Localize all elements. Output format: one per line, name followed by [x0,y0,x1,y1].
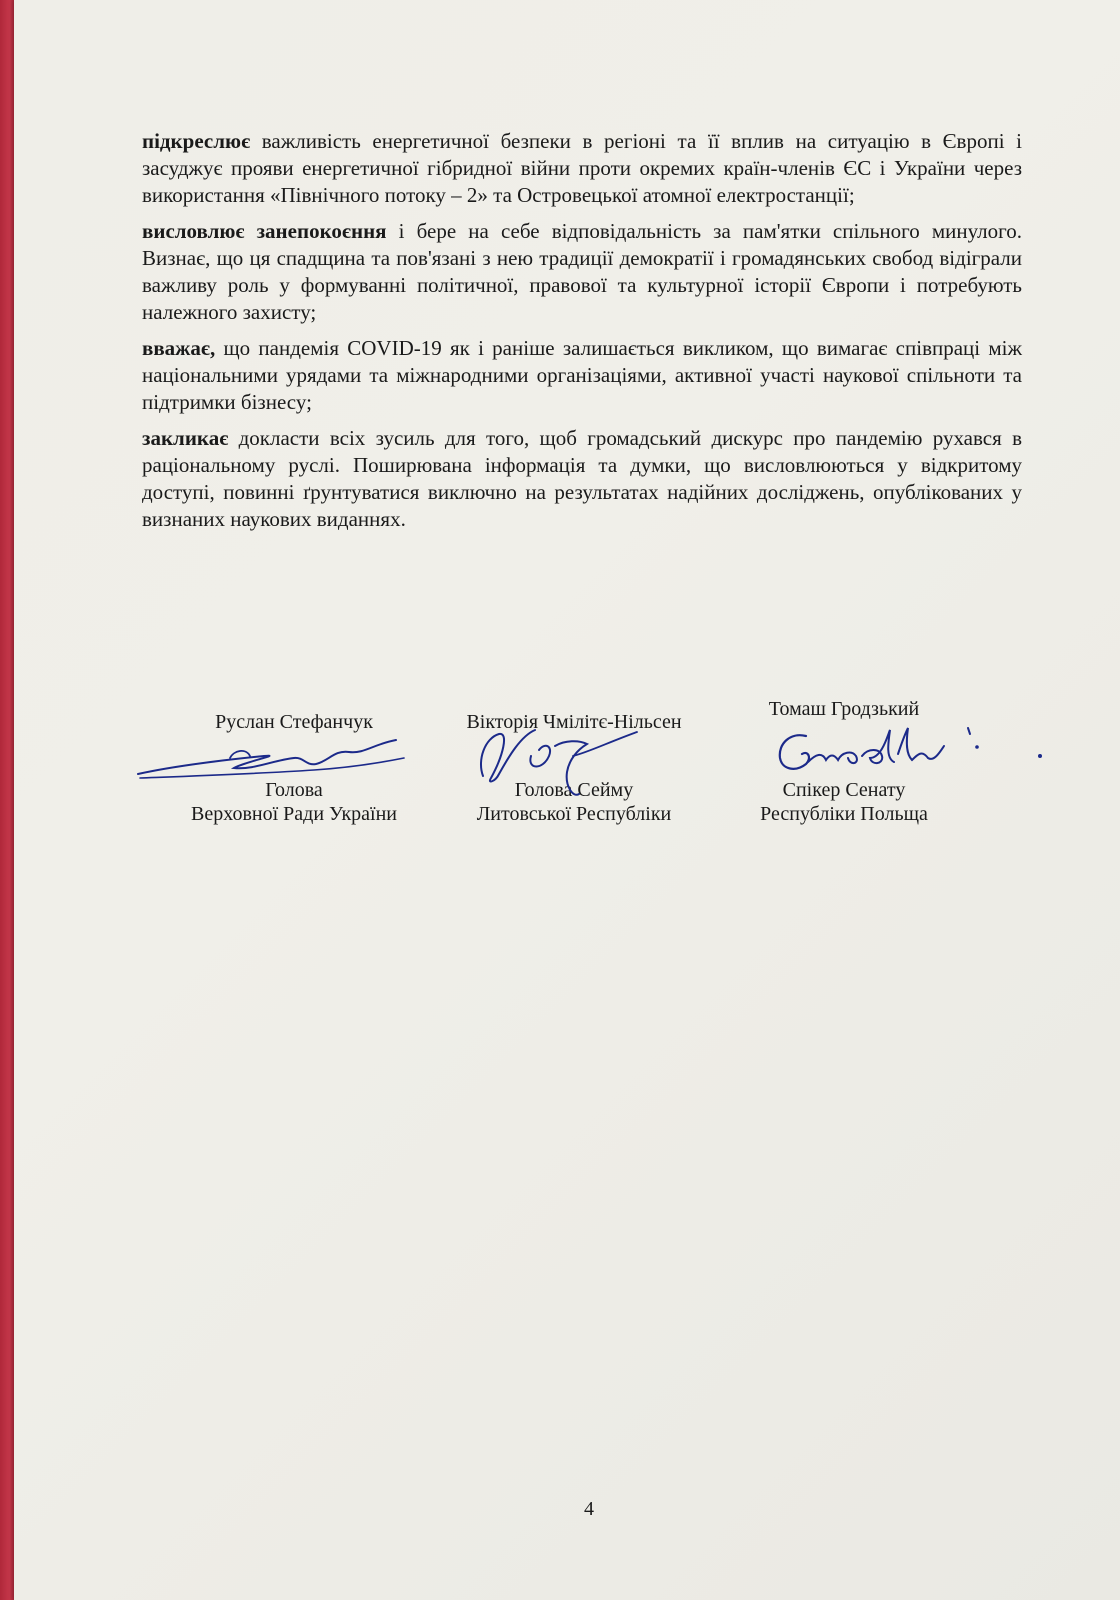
signatory-institution: Республіки Польща [760,803,928,825]
paragraph-lead: закликає [142,426,229,450]
signatory-title: Голова [265,779,323,801]
paragraph-pandemic [142,335,1022,416]
signatory-name: Вікторія Чмілітє-Нільсен [466,711,682,733]
resolution-body [142,128,1022,542]
paragraph-lead: підкреслює [142,129,251,153]
paragraph-heritage [142,218,1022,326]
paragraph-text: і бере на себе відповідальність за пам'ятки спільного минулого. Визнає, що ця спадщина та пов'язані з нею традиції демократії і громадянських свобод відіграли важливу роль у формуванні політичної, правової та культурної історії Європи і потребують належного захисту; [142,219,1022,324]
paragraph-lead: висловлює занепокоєння [142,219,387,243]
signatory-institution: Верховної Ради України [191,803,397,825]
document-page [14,0,1120,1600]
signatory-institution: Литовської Республіки [476,803,672,825]
paragraph-lead: вважає, [142,336,216,360]
paragraph-public-discourse [142,425,1022,533]
paragraph-energy-security [142,128,1022,209]
signature-cmilyte-nielsen [469,716,649,806]
signature-grodzki [772,724,1072,784]
page-number: 4 [584,1498,594,1520]
signature-stefanchuk [134,730,414,790]
paragraph-text: докласти всіх зусиль для того, щоб громадський дискурс про пандемію рухався в раціональному руслі. Поширювана інформація та думки, що висловлюються у відкритому доступі, повинні ґрунтуватися виключно на результатах надійних досліджень, опублікованих у визнаних наукових виданнях. [142,426,1022,531]
paragraph-text: що пандемія COVID-19 як і раніше залишається викликом, що вимагає співпраці між національними урядами та міжнародними організаціями, активної участі наукової спільноти та підтримки бізнесу; [142,336,1022,414]
signatory-title: Голова Сейму [514,779,634,801]
paragraph-text: важливість енергетичної безпеки в регіоні та її вплив на ситуацію в Європі і засуджує прояви енергетичної гібридної війни проти окремих країн-членів ЄС і України через використання «Північного потоку – 2» та Островецької атомної електростанції; [142,129,1022,207]
signatory-name: Томаш Гродзький [768,698,920,720]
signatory-title: Спікер Сенату [782,779,906,801]
signatory-name: Руслан Стефанчук [215,711,373,733]
